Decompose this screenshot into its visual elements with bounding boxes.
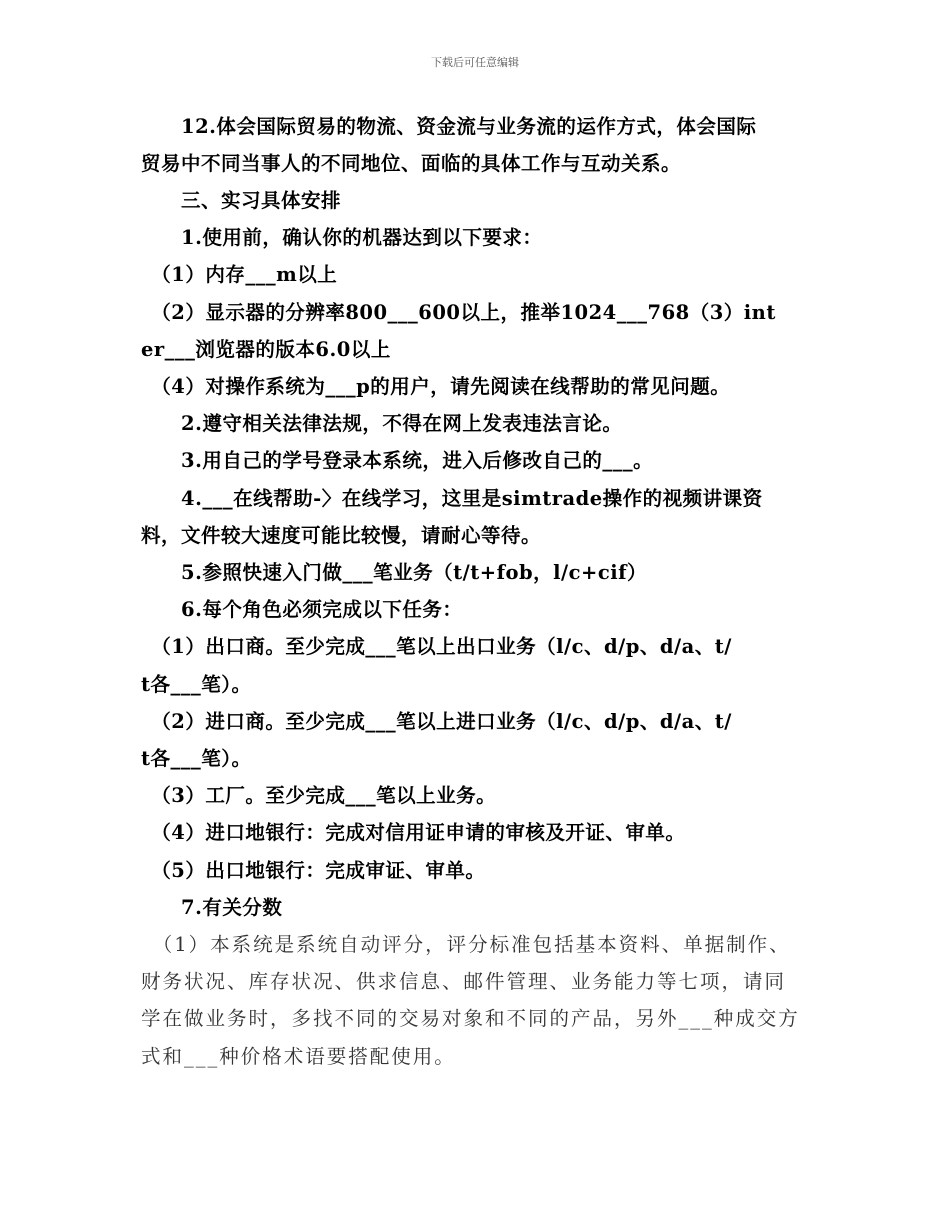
text-line: 6.每个角色必须完成以下任务： bbox=[141, 598, 463, 621]
text-line: （1）内存___m以上 bbox=[141, 263, 338, 286]
text-line: t各___笔）。 bbox=[141, 673, 252, 696]
text-line: （4）对操作系统为___p的用户，请先阅读在线帮助的常见问题。 bbox=[141, 375, 731, 398]
text-line: （5）出口地银行：完成审证、审单。 bbox=[141, 859, 486, 882]
text-line: 式和___种价格术语要搭配使用。 bbox=[141, 1045, 456, 1068]
section-heading: 三、实习具体安排 bbox=[141, 189, 342, 212]
text-line: 12.体会国际贸易的物流、资金流与业务流的运作方式，体会国际 bbox=[141, 115, 757, 138]
text-line: t各___笔）。 bbox=[141, 747, 252, 770]
text-line: 5.参照快速入门做___笔业务（t/t+fob，l/c+cif） bbox=[141, 561, 648, 584]
text-line: 料，文件较大速度可能比较慢，请耐心等待。 bbox=[141, 524, 542, 547]
text-line: 3.用自己的学号登录本系统，进入后修改自己的___。 bbox=[141, 449, 654, 472]
text-line: 学在做业务时，多找不同的交易对象和不同的产品，另外___种成交方 bbox=[141, 1007, 800, 1030]
text-line: 4.___在线帮助-〉在线学习，这里是simtrade操作的视频讲课资 bbox=[141, 487, 763, 510]
text-line: er___浏览器的版本6.0以上 bbox=[141, 338, 391, 361]
text-line: （2）进口商。至少完成___笔以上进口业务（l/c、d/p、d/a、t/ bbox=[141, 710, 732, 733]
text-line: 1.使用前，确认你的机器达到以下要求： bbox=[141, 226, 543, 249]
text-line: 财务状况、库存状况、供求信息、邮件管理、业务能力等七项，请同 bbox=[141, 970, 787, 993]
text-line: 2.遵守相关法律法规，不得在网上发表违法言论。 bbox=[141, 412, 623, 435]
text-line: （1）出口商。至少完成___笔以上出口业务（l/c、d/p、d/a、t/ bbox=[141, 635, 732, 658]
text-line: （3）工厂。至少完成___笔以上业务。 bbox=[141, 784, 497, 807]
text-line: 贸易中不同当事人的不同地位、面临的具体工作与互动关系。 bbox=[141, 152, 682, 175]
text-line: （2）显示器的分辨率800___600以上，推举1024___768（3）int bbox=[141, 301, 776, 324]
page-header: 下载后可任意编辑 bbox=[431, 56, 519, 69]
text-line: （1）本系统是系统自动评分，评分标准包括基本资料、单据制作、 bbox=[141, 933, 791, 956]
text-line: 7.有关分数 bbox=[141, 896, 283, 919]
text-line: （4）进口地银行：完成对信用证申请的审核及开证、审单。 bbox=[141, 821, 686, 844]
